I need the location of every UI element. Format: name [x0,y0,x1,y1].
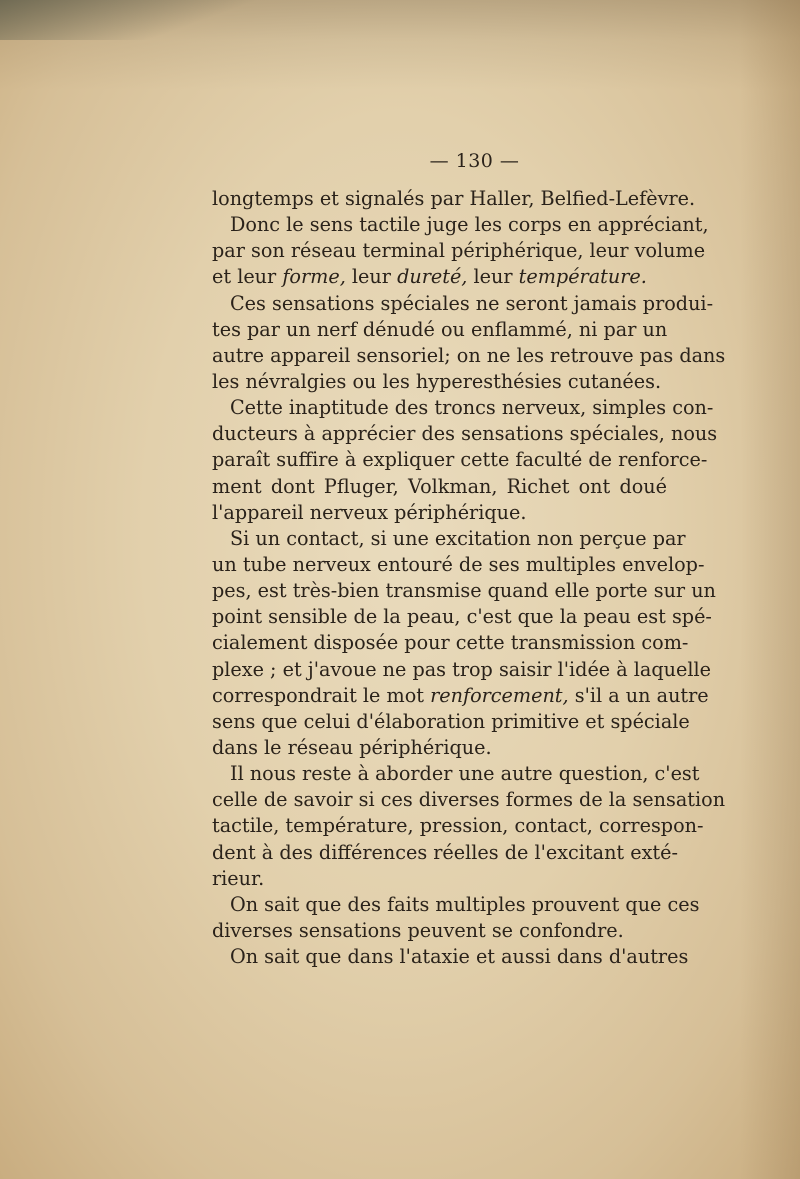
text-line: tes par un nerf dénudé ou enflammé, ni par un [212,317,668,341]
page-edge-shadow [740,0,800,1179]
text-line: les névralgies ou les hyperesthésies cutanées. [212,369,662,393]
text-line: un tube nerveux entouré de ses multiples envelop- [212,552,705,576]
text-line: pes, est très-bien transmise quand elle porte sur un [212,579,716,603]
text-line: Ces sensations spéciales ne seront jamais produi- [230,291,714,315]
text-line: celle de savoir si ces diverses formes de la sensation [212,788,726,812]
text-line: autre appareil sensoriel; on ne les retrouve pas dans [212,343,726,367]
text-line: et leur forme, leur dureté, leur température. [212,265,647,289]
text-line: plexe ; et j'avoue ne pas trop saisir l'idée à laquelle [212,657,711,681]
text-line: Il nous reste à aborder une autre question, c'est [230,762,700,786]
text-line: Donc le sens tactile juge les corps en appréciant, [230,213,709,237]
body-text [212,186,726,970]
text-line: tactile, température, pression, contact, correspon- [212,814,704,838]
text-line: ment dont Pfluger, Volkman, Richet ont doué [212,474,667,498]
text-line: dans le réseau périphérique. [212,735,492,759]
text-line: point sensible de la peau, c'est que la peau est spé- [212,605,712,629]
page-number: — 130 — [429,150,520,172]
text-line: rieur. [212,866,265,890]
text-line: correspondrait le mot renforcement, s'il a un autre [212,683,709,707]
page-corner-shadow [0,0,260,40]
page-fold-shadow [0,0,800,90]
text-line: Cette inaptitude des troncs nerveux, simples con- [230,396,714,420]
text-line: Si un contact, si une excitation non perçue par [230,526,686,550]
text-line: ducteurs à apprécier des sensations spéciales, nous [212,422,718,446]
text-line: diverses sensations peuvent se confondre. [212,918,624,942]
book-page [212,150,726,970]
text-line: longtemps et signalés par Haller, Belfied-Lefèvre. [212,187,696,210]
text-line: cialement disposée pour cette transmission com- [212,631,689,655]
text-line: paraît suffire à expliquer cette faculté de renforce- [212,448,708,472]
text-line: l'appareil nerveux périphérique. [212,500,527,524]
text-line: dent à des différences réelles de l'excitant exté- [212,840,678,864]
text-line: On sait que des faits multiples prouvent que ces [230,892,700,916]
text-line: On sait que dans l'ataxie et aussi dans d'autres [230,945,689,969]
text-line: par son réseau terminal périphérique, leur volume [212,239,706,263]
text-line: sens que celui d'élaboration primitive et spéciale [212,709,690,733]
